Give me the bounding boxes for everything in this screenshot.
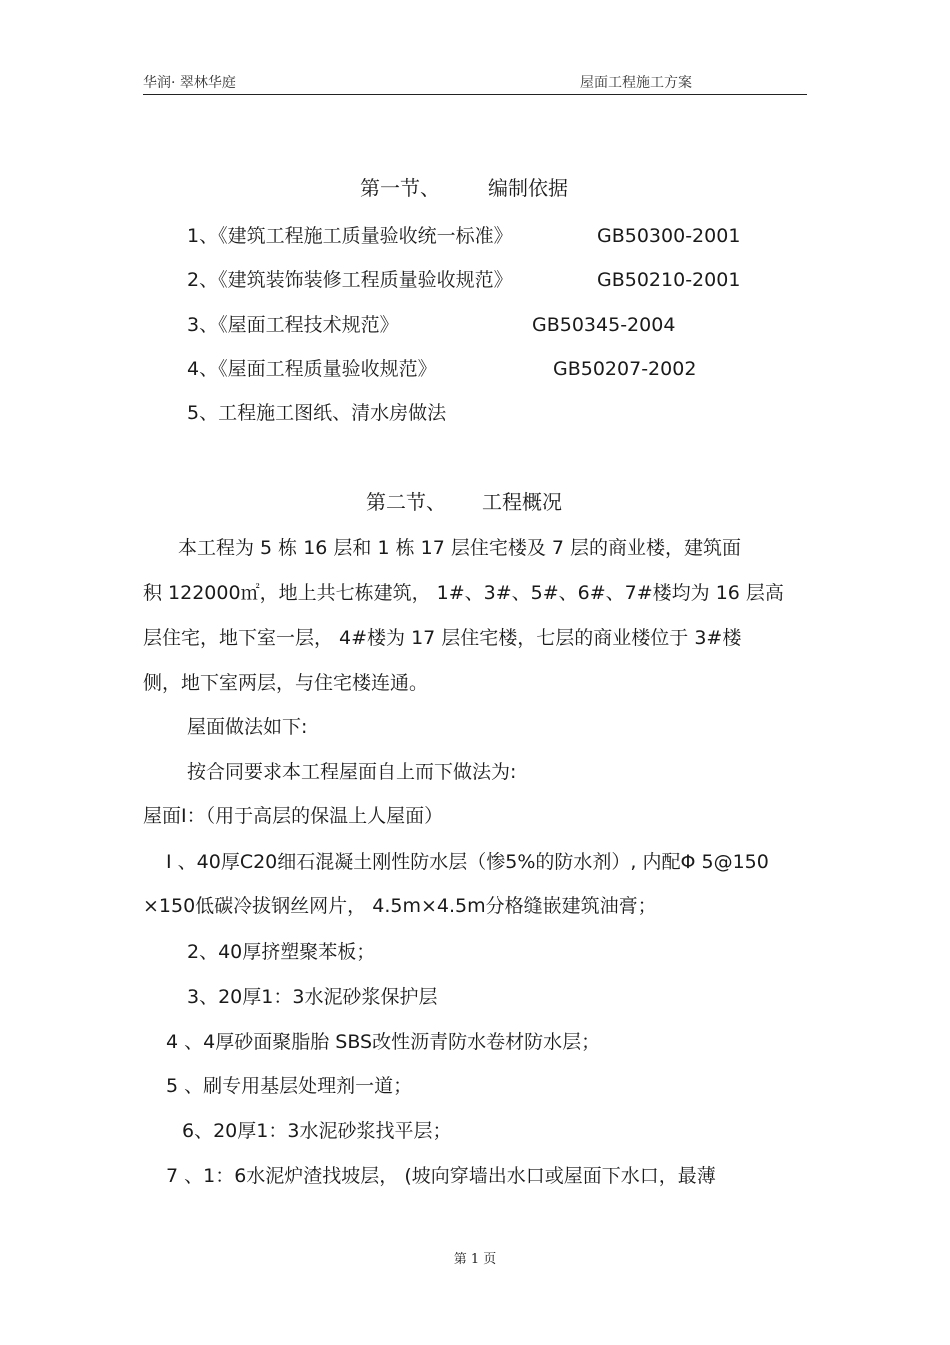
basis-item-4: 4、《屋面工程质量验收规范》: [187, 358, 437, 380]
roof-layer-3: 3、20厚1：3水泥砂浆保护层: [187, 986, 438, 1008]
section2-title-text: 工程概况: [482, 490, 562, 514]
basis-item-3-code: GB50345-2004: [532, 314, 676, 336]
overview-line-2: 积 122000㎡，地上共七栋建筑， 1#、3#、5#、6#、7#楼均为 16 层高: [143, 582, 784, 604]
section2-title-number: 第二节、: [366, 490, 446, 514]
section1-title-number: 第一节、: [360, 176, 440, 200]
overview-line-1: 本工程为 5 栋 16 层和 1 栋 17 层住宅楼及 7 层的商业楼，建筑面: [178, 537, 742, 559]
roof-layer-1: Ⅰ 、40厚C20细石混凝土刚性防水层（惨5%的防水剂）, 内配Φ 5@150: [166, 851, 769, 873]
roof-layer-6: 6、20厚1：3水泥砂浆找平层；: [182, 1120, 452, 1142]
basis-item-2: 2、《建筑装饰装修工程质量验收规范》: [187, 269, 513, 291]
roof-intro: 屋面做法如下:: [187, 716, 308, 738]
roof-layer-2: 2、40厚挤塑聚苯板；: [187, 941, 376, 963]
overview-line-4: 侧，地下室两层，与住宅楼连通。: [143, 672, 429, 694]
header-rule: [143, 94, 807, 95]
header-project-name: 华润· 翠林华庭: [143, 75, 236, 91]
roof-layer-1-cont: ×150低碳冷拔钢丝网片， 4.5m×4.5m分格缝嵌建筑油膏；: [143, 895, 657, 917]
page-number: 第 1 页: [453, 1252, 497, 1267]
basis-item-3: 3、《屋面工程技术规范》: [187, 314, 399, 336]
basis-item-1-code: GB50300-2001: [597, 225, 741, 247]
overview-line-3: 层住宅，地下室一层， 4#楼为 17 层住宅楼，七层的商业楼位于 3#楼: [143, 627, 742, 649]
section1-title-text: 编制依据: [488, 176, 568, 200]
header-doc-title: 屋面工程施工方案: [580, 75, 692, 91]
basis-item-4-code: GB50207-2002: [553, 358, 697, 380]
roof-layer-7: 7 、1：6水泥炉渣找坡层， (坡向穿墙出水口或屋面下水口，最薄: [166, 1165, 716, 1187]
basis-item-1: 1、《建筑工程施工质量验收统一标准》: [187, 225, 513, 247]
roof-type: 屋面Ⅰ：（用于高层的保温上人屋面）: [143, 805, 444, 827]
basis-item-5: 5、工程施工图纸、清水房做法: [187, 402, 447, 424]
basis-item-2-code: GB50210-2001: [597, 269, 741, 291]
roof-order: 按合同要求本工程屋面自上而下做法为:: [187, 761, 517, 783]
roof-layer-4: 4 、4厚砂面聚脂胎 SBS改性沥青防水卷材防水层；: [166, 1031, 601, 1053]
roof-layer-5: 5 、刷专用基层处理剂一道；: [166, 1075, 413, 1097]
